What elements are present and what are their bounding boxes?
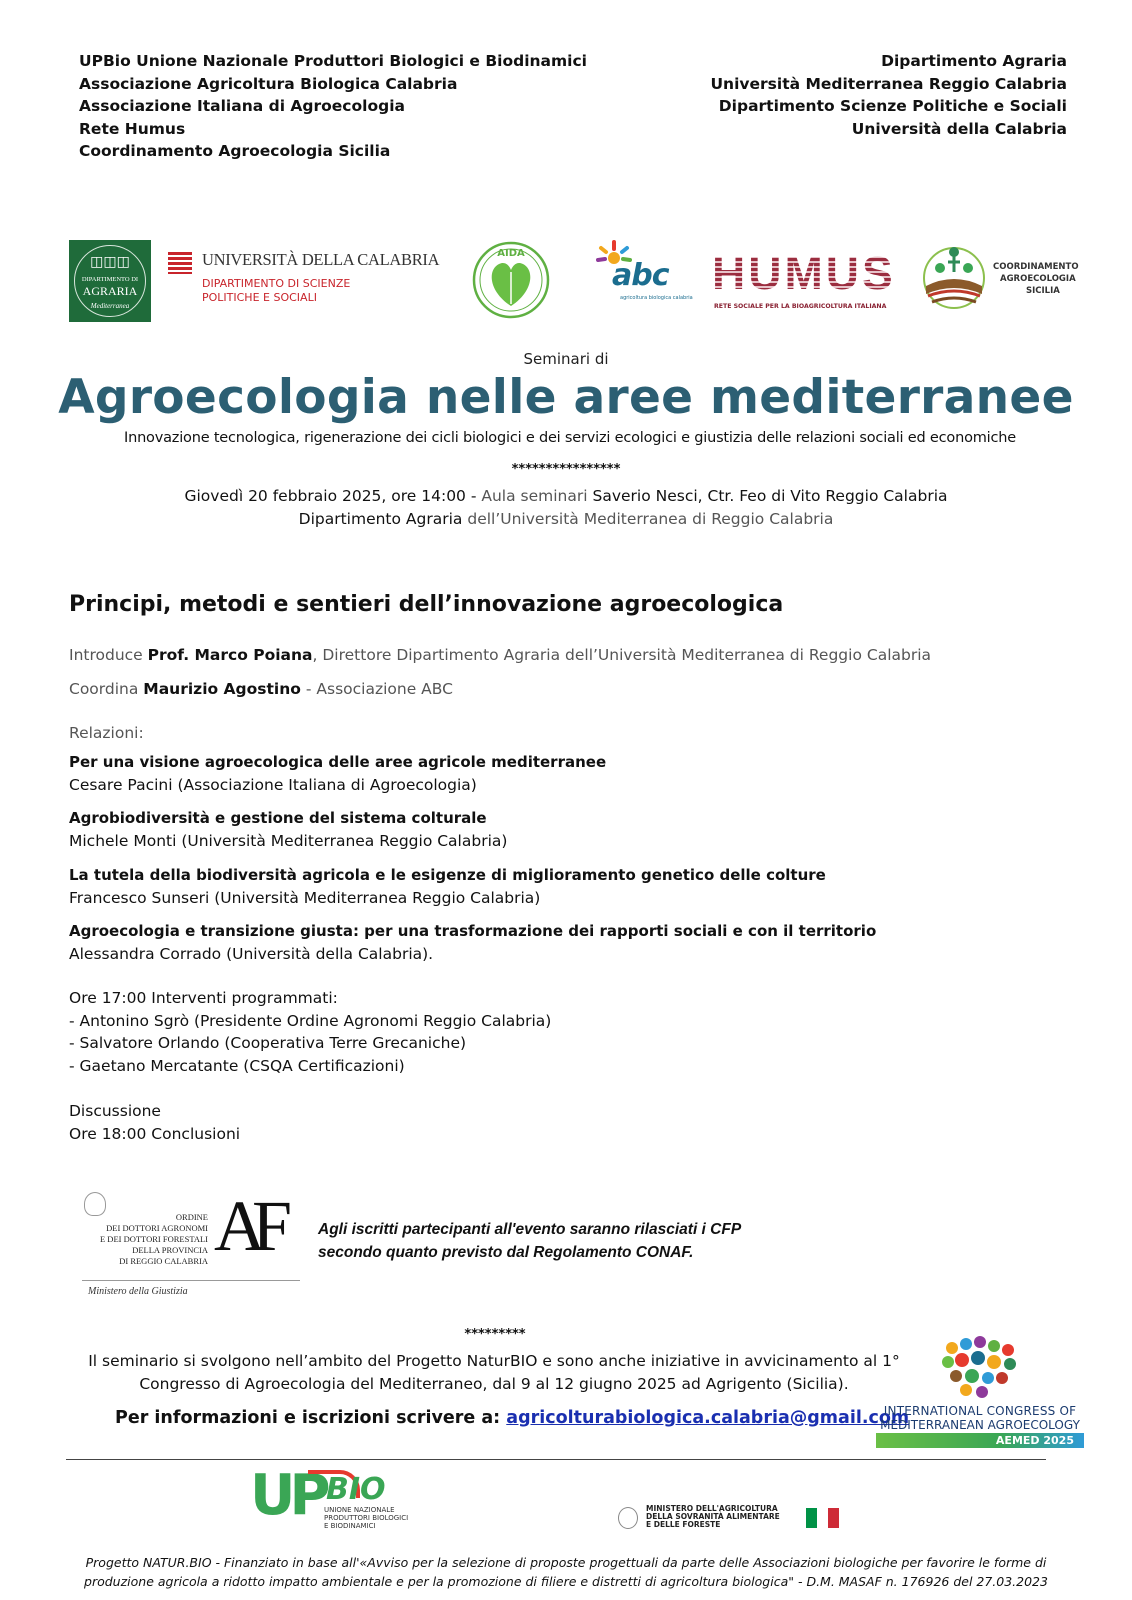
project-disclaimer: [0, 1553, 1132, 1591]
event-when-where: [0, 487, 1132, 505]
info-label: Per informazioni e iscrizioni scrivere a:: [115, 1408, 507, 1428]
org-line: Dipartimento Agraria: [881, 52, 1067, 70]
ordine-line: DEI DOTTORI AGRONOMI: [106, 1223, 208, 1233]
ordine-line: E DEI DOTTORI FORESTALI: [99, 1234, 208, 1244]
conclusioni: Ore 18:00 Conclusioni: [69, 1124, 241, 1143]
congress-line2: MEDITERRANEAN AGROECOLOGY: [880, 1418, 1080, 1432]
humus-text: HUMUS: [712, 247, 896, 299]
event-univ: dell’Università Mediterranea di Reggio Calabria: [462, 510, 834, 528]
event-dept: Dipartimento Agraria: [298, 510, 463, 528]
program-heading: Principi, metodi e sentieri dell’innovazione agroecologica: [69, 592, 784, 617]
talk-item: [69, 751, 606, 796]
ordine-line: ORDINE: [175, 1212, 208, 1222]
intro-label: Introduce: [69, 646, 148, 664]
coord-sicilia-logo: [920, 242, 1080, 314]
ordine-line: DI REGGIO CALABRIA: [119, 1256, 208, 1266]
footer-note: [40, 1350, 948, 1395]
agraria-line1: DIPARTIMENTO DI: [81, 276, 139, 283]
talk-title: Per una visione agroecologica delle aree agricole mediterranee: [69, 753, 607, 771]
intro-role: , Direttore Dipartimento Agraria dell’Università Mediterranea di Reggio Calabria: [312, 646, 932, 664]
org-line: UPBio Unione Nazionale Produttori Biologici e Biodinamici: [79, 52, 587, 70]
intervento-item: - Antonino Sgrò (Presidente Ordine Agronomi Reggio Calabria): [69, 1011, 552, 1030]
talk-speaker: Michele Monti (Università Mediterranea Reggio Calabria): [69, 831, 508, 850]
org-line: Rete Humus: [79, 119, 186, 138]
discussione: Discussione: [69, 1102, 161, 1120]
footer-line: Congresso di Agroecologia del Mediterraneo, dal 9 al 12 giugno 2025 ad Agrigento (Sicilia).: [139, 1374, 849, 1393]
aida-text: AIDA: [497, 248, 525, 259]
title-stars: ****************: [511, 462, 621, 477]
colored-dots-icon: [938, 1336, 1022, 1402]
interventi-block: [69, 987, 551, 1077]
abc-sub: agricoltura biologica calabria: [620, 295, 693, 301]
unical-logo: [168, 248, 440, 308]
unical-dept2: POLITICHE E SOCIALI: [202, 291, 317, 304]
aida-logo: [471, 240, 551, 320]
talk-speaker: Francesco Sunseri (Università Mediterranea Reggio Calabria): [69, 888, 541, 907]
info-line: [115, 1408, 909, 1428]
footer-line: Il seminario si svolgono nell’ambito del Progetto NaturBIO e sono anche iniziative in avvicinamento al 1°: [88, 1352, 900, 1370]
footer-stars: *********: [464, 1327, 526, 1342]
event-aula: Aula seminari: [481, 487, 593, 505]
coord-role: - Associazione ABC: [300, 680, 453, 698]
cfp-note: [318, 1218, 741, 1264]
ministero-line: DELLA SOVRANITÀ ALIMENTARE: [646, 1512, 780, 1521]
contact-email-link[interactable]: agricolturabiologica.calabria@gmail.com: [506, 1408, 910, 1428]
upbio-sub-line: E BIODINAMICI: [324, 1522, 376, 1530]
org-line: Associazione Agricoltura Biologica Calabria: [79, 74, 458, 93]
talk-item: [69, 864, 826, 909]
ordine-line: DELLA PROVINCIA: [132, 1245, 208, 1255]
talk-item: [69, 920, 876, 965]
italian-flag-icon: [806, 1508, 839, 1528]
org-line: Università della Calabria: [851, 119, 1067, 138]
upbio-logo: [250, 1463, 410, 1534]
abc-text: abc: [612, 258, 669, 293]
ministero-line: E DELLE FORESTE: [646, 1520, 721, 1529]
intro-line: [69, 644, 931, 667]
seminar-kicker: Seminari di: [523, 350, 609, 368]
disclaimer-line: produzione agricola a ridotto impatto ambientale e per la promozione di filiere e distretti di agricoltura biologica" - D.M. MASAF n. 176926 del 27.03.2023: [84, 1574, 1048, 1589]
ministero-giustizia: Ministero della Giustizia: [88, 1286, 188, 1297]
ministero-agricoltura-logo: [618, 1505, 848, 1531]
upbio-sub-line: PRODUTTORI BIOLOGICI: [324, 1514, 409, 1522]
event-department: [0, 510, 1132, 528]
org-line: Coordinamento Agroecologia Sicilia: [79, 142, 391, 160]
humus-logo: [712, 248, 897, 316]
ministero-line: MINISTERO DELL'AGRICOLTURA: [646, 1504, 778, 1513]
humus-sub: RETE SOCIALE PER LA BIOAGRICOLTURA ITALIANA: [714, 303, 887, 310]
ministero-text: [646, 1505, 780, 1529]
closing-block: [69, 1100, 240, 1145]
talk-title: Agroecologia e transizione giusta: per una trasformazione dei rapporti sociali e con il territorio: [69, 922, 877, 940]
org-line: Università Mediterranea Reggio Calabria: [710, 74, 1067, 93]
coord-name: Maurizio Agostino: [143, 680, 301, 698]
cfp-line: Agli iscritti partecipanti all'evento saranno rilasciati i CFP: [318, 1221, 742, 1238]
org-line: Associazione Italiana di Agroecologia: [79, 97, 405, 115]
event-venue: Saverio Nesci, Ctr. Feo di Vito Reggio Calabria: [592, 487, 948, 505]
talk-speaker: Cesare Pacini (Associazione Italiana di Agroecologia): [69, 775, 477, 794]
coord-line3: SICILIA: [1026, 286, 1060, 296]
congress-badge: [876, 1433, 1084, 1448]
agraria-line2: AGRARIA: [82, 284, 138, 298]
talk-title: La tutela della biodiversità agricola e le esigenze di miglioramento genetico delle colture: [69, 866, 826, 884]
talk-item: [69, 807, 507, 852]
event-date: Giovedì 20 febbraio 2025, ore 14:00 -: [184, 487, 482, 505]
upbio-up: UP: [250, 1463, 325, 1528]
org-line: Dipartimento Scienze Politiche e Sociali: [718, 97, 1067, 115]
ordine-agronomi-logo: [82, 1186, 300, 1302]
intro-name: Prof. Marco Poiana: [147, 646, 313, 664]
abc-logo: [596, 240, 693, 310]
header-left-orgs: [79, 50, 587, 163]
cfp-line: secondo quanto previsto dal Regolamento CONAF.: [318, 1244, 694, 1261]
interventi-heading: Ore 17:00 Interventi programmati:: [69, 989, 338, 1007]
unical-mark-icon: [168, 252, 192, 274]
agroecology-landscape-icon: [920, 242, 988, 310]
ordine-divider: [82, 1280, 300, 1281]
congress-line1: INTERNATIONAL CONGRESS OF: [883, 1404, 1077, 1418]
unical-dept1: DIPARTIMENTO DI SCIENZE: [202, 277, 351, 290]
upbio-sub: [324, 1506, 408, 1530]
congress-badge-text: AEMED 2025: [995, 1434, 1074, 1447]
emblem-icon: [618, 1507, 638, 1529]
coord-label: Coordina: [69, 680, 144, 698]
footer-divider: [66, 1459, 1046, 1460]
event-title: Agroecologia nelle aree mediterranee: [58, 370, 1074, 425]
talk-title: Agrobiodiversità e gestione del sistema colturale: [69, 809, 487, 827]
header-right-orgs: [710, 50, 1067, 140]
agraria-logo: ◫◫◫ DIPARTIMENTO DI AGRARIA Mediterranea: [69, 240, 151, 322]
agraria-bottom: Mediterranea: [90, 302, 130, 310]
relazioni-label: Relazioni:: [69, 724, 144, 742]
aemed-congress-logo: [876, 1336, 1084, 1448]
unical-name: UNIVERSITÀ DELLA CALABRIA: [202, 250, 440, 269]
coord-line1: COORDINAMENTO: [993, 262, 1079, 272]
event-subtitle: Innovazione tecnologica, rigenerazione dei cicli biologici e dei servizi ecologici e giustizia delle relazioni sociali ed economiche: [124, 430, 1016, 446]
coord-line: [69, 678, 453, 701]
intervento-item: - Gaetano Mercatante (CSQA Certificazioni): [69, 1056, 405, 1075]
ordine-text: [82, 1212, 208, 1267]
upbio-bio: BIO: [326, 1472, 386, 1507]
coord-line2: AGROECOLOGIA: [1000, 274, 1076, 284]
upbio-sub-line: UNIONE NAZIONALE: [324, 1506, 395, 1514]
talk-speaker: Alessandra Corrado (Università della Calabria).: [69, 944, 434, 963]
af-mark: AF: [214, 1186, 279, 1266]
intervento-item: - Salvatore Orlando (Cooperativa Terre Grecaniche): [69, 1034, 467, 1052]
disclaimer-line: Progetto NATUR.BIO - Finanziato in base all'«Avviso per la selezione di proposte progettuali da parte delle Associazioni biologiche per favorire le forme di: [85, 1555, 1047, 1570]
